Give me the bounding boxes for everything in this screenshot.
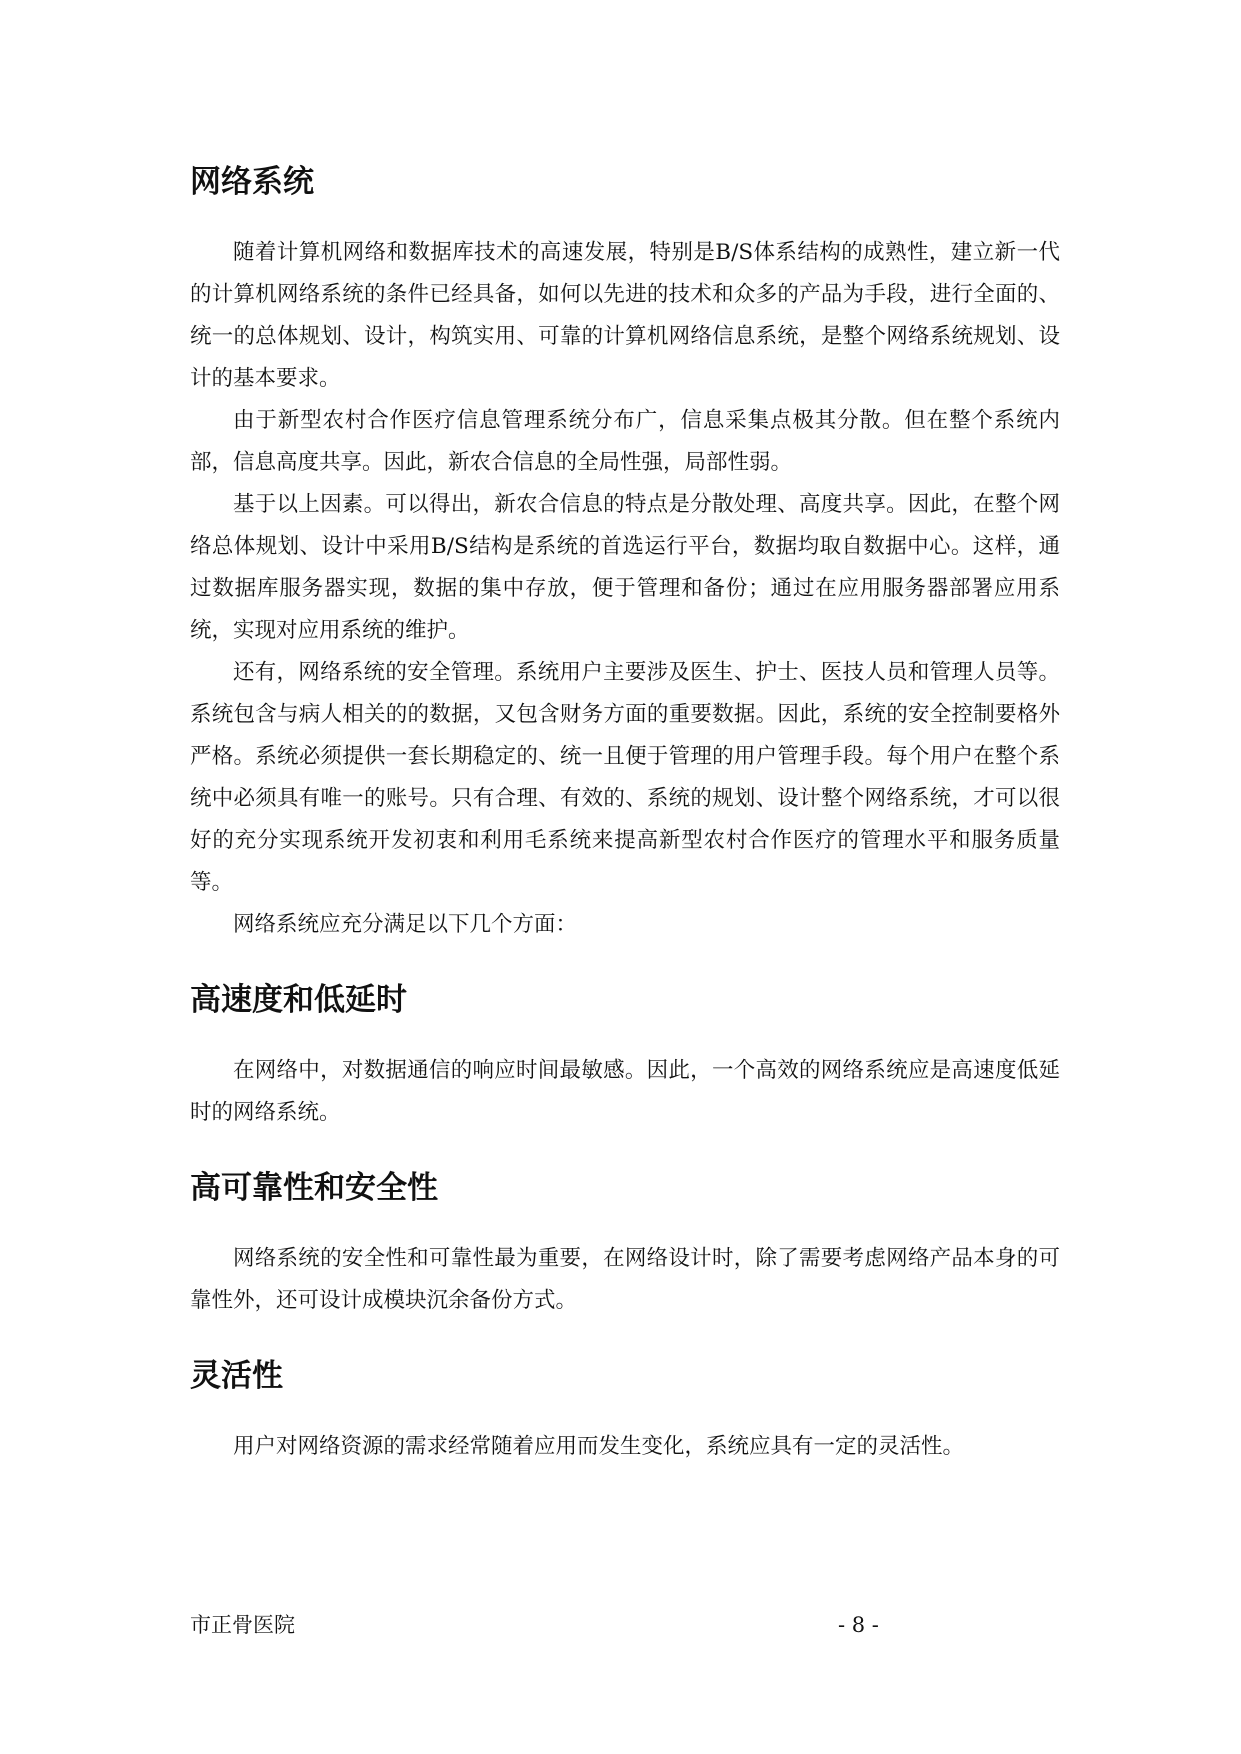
paragraph: 在网络中，对数据通信的响应时间最敏感。因此，一个高效的网络系统应是高速度低延时的网络系统。	[190, 1058, 1060, 1125]
section-heading-network-system: 网络系统	[190, 164, 314, 200]
section-heading-reliability: 高可靠性和安全性	[190, 1170, 438, 1206]
page-number: - 8 -	[838, 1613, 879, 1637]
paragraph: 网络系统的安全性和可靠性最为重要，在网络设计时，除了需要考虑网络产品本身的可靠性外，还可设计成模块沉余备份方式。	[190, 1246, 1060, 1313]
document-body	[190, 150, 1060, 1468]
section-high-speed	[190, 1050, 1060, 1134]
footer-organization: 市正骨医院	[190, 1613, 295, 1637]
page-footer	[190, 1610, 1050, 1640]
paragraph: 基于以上因素。可以得出，新农合信息的特点是分散处理、高度共享。因此，在整个网络总体规划、设计中采用B/S结构是系统的首选运行平台，数据均取自数据中心。这样，通过数据库服务器实现，数据的集中存放，便于管理和备份；通过在应用服务器部署应用系统，实现对应用系统的维护。	[190, 492, 1060, 643]
paragraph: 随着计算机网络和数据库技术的高速发展，特别是B/S体系结构的成熟性，建立新一代的计算机网络系统的条件已经具备，如何以先进的技术和众多的产品为手段，进行全面的、统一的总体规划、设计，构筑实用、可靠的计算机网络信息系统，是整个网络系统规划、设计的基本要求。	[190, 240, 1060, 391]
section-heading-flexibility: 灵活性	[190, 1358, 283, 1394]
paragraph: 网络系统应充分满足以下几个方面：	[233, 912, 578, 937]
paragraph: 还有，网络系统的安全管理。系统用户主要涉及医生、护士、医技人员和管理人员等。系统包含与病人相关的的数据，又包含财务方面的重要数据。因此，系统的安全控制要格外严格。系统必须提供一套长期稳定的、统一且便于管理的用户管理手段。每个用户在整个系统中必须具有唯一的账号。只有合理、有效的、系统的规划、设计整个网络系统，才可以很好的充分实现系统开发初衷和利用毛系统来提高新型农村合作医疗的管理水平和服务质量等。	[190, 660, 1060, 895]
section-flexibility	[190, 1426, 1060, 1468]
paragraph: 由于新型农村合作医疗信息管理系统分布广，信息采集点极其分散。但在整个系统内部，信息高度共享。因此，新农合信息的全局性强，局部性弱。	[190, 408, 1060, 475]
section-reliability	[190, 1238, 1060, 1322]
section-network-system	[190, 232, 1060, 946]
section-heading-high-speed: 高速度和低延时	[190, 982, 407, 1018]
paragraph: 用户对网络资源的需求经常随着应用而发生变化，系统应具有一定的灵活性。	[233, 1434, 965, 1459]
